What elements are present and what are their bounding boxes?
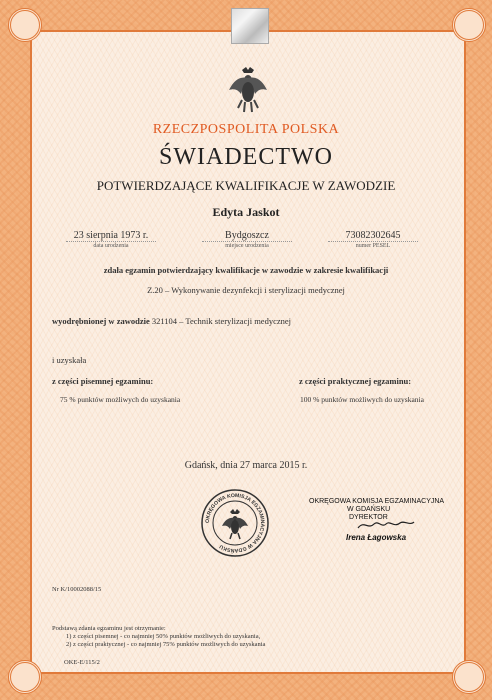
republic-heading: RZECZPOSPOLITA POLSKA bbox=[152, 122, 340, 137]
issue-place-date: Gdańsk, dnia 27 marca 2015 r. bbox=[184, 460, 308, 471]
qualification-name: Z.20 – Wykonywanie dezynfekcji i sterylizacji medycznej bbox=[147, 285, 345, 295]
footnote-intro: Podstawą zdania egzaminu jest otrzymanie: bbox=[52, 625, 166, 632]
corner-ornament bbox=[452, 660, 486, 694]
signature-commission: OKRĘGOWA KOMISJA EGZAMINACYJNA bbox=[309, 498, 445, 505]
practical-part-result: 100 % punktów możliwych do uzyskania bbox=[300, 395, 424, 404]
corner-ornament bbox=[8, 660, 42, 694]
exam-statement: zdała egzamin potwierdzający kwalifikacje w zawodzie w zakresie kwalifikacji bbox=[103, 265, 389, 275]
seal-text: OKRĘGOWA KOMISJA EGZAMINACYJNA W GDAŃSKU bbox=[204, 492, 266, 554]
document-title: ŚWIADECTWO bbox=[159, 144, 333, 170]
obtained-label: i uzyskała bbox=[52, 355, 87, 365]
signature-title: DYREKTOR bbox=[349, 514, 388, 521]
birth-date-caption: data urodzenia bbox=[66, 241, 156, 249]
document-subtitle: POTWIERDZAJĄCE KWALIFIKACJE W ZAWODZIE bbox=[96, 178, 396, 193]
holder-name: Edyta Jaskot bbox=[212, 205, 280, 219]
birth-date: 23 sierpnia 1973 r. bbox=[73, 230, 149, 241]
official-seal-icon bbox=[200, 488, 270, 558]
written-part-result: 75 % punktów możliwych do uzyskania bbox=[60, 395, 181, 404]
profession-label: wyodrębnionej w zawodzie bbox=[52, 316, 150, 326]
birth-place-caption: miejsce urodzenia bbox=[202, 241, 292, 249]
pesel-block bbox=[328, 230, 418, 249]
birth-place-block bbox=[202, 230, 292, 249]
signature-city: W GDAŃSKU bbox=[347, 506, 391, 513]
hologram-icon bbox=[231, 8, 269, 44]
profession-line bbox=[52, 316, 291, 326]
certificate-number: Nr K/10002088/15 bbox=[52, 586, 102, 593]
corner-ornament bbox=[8, 8, 42, 42]
practical-part-label: z części praktycznej egzaminu: bbox=[299, 376, 412, 386]
form-code: OKE-E/115/2 bbox=[64, 659, 100, 666]
birth-date-block bbox=[66, 230, 156, 249]
eagle-emblem-icon bbox=[226, 66, 270, 114]
handwritten-signature-icon bbox=[356, 518, 416, 532]
footnote-practical: 2) z części praktycznej - co najmniej 75% punktów możliwych do uzyskania bbox=[66, 641, 266, 648]
pesel-caption: numer PESEL bbox=[328, 241, 418, 249]
footnote-written: 1) z części pisemnej - co najmniej 50% punktów możliwych do uzyskania, bbox=[66, 633, 261, 640]
birth-place: Bydgoszcz bbox=[225, 230, 269, 241]
director-name: Irena Łagowska bbox=[346, 533, 407, 542]
written-part-label: z części pisemnej egzaminu: bbox=[52, 376, 154, 386]
footnote-block bbox=[52, 625, 352, 649]
profession-value: 321104 – Technik sterylizacji medycznej bbox=[151, 316, 292, 326]
corner-ornament bbox=[452, 8, 486, 42]
pesel-number: 73082302645 bbox=[345, 230, 401, 241]
